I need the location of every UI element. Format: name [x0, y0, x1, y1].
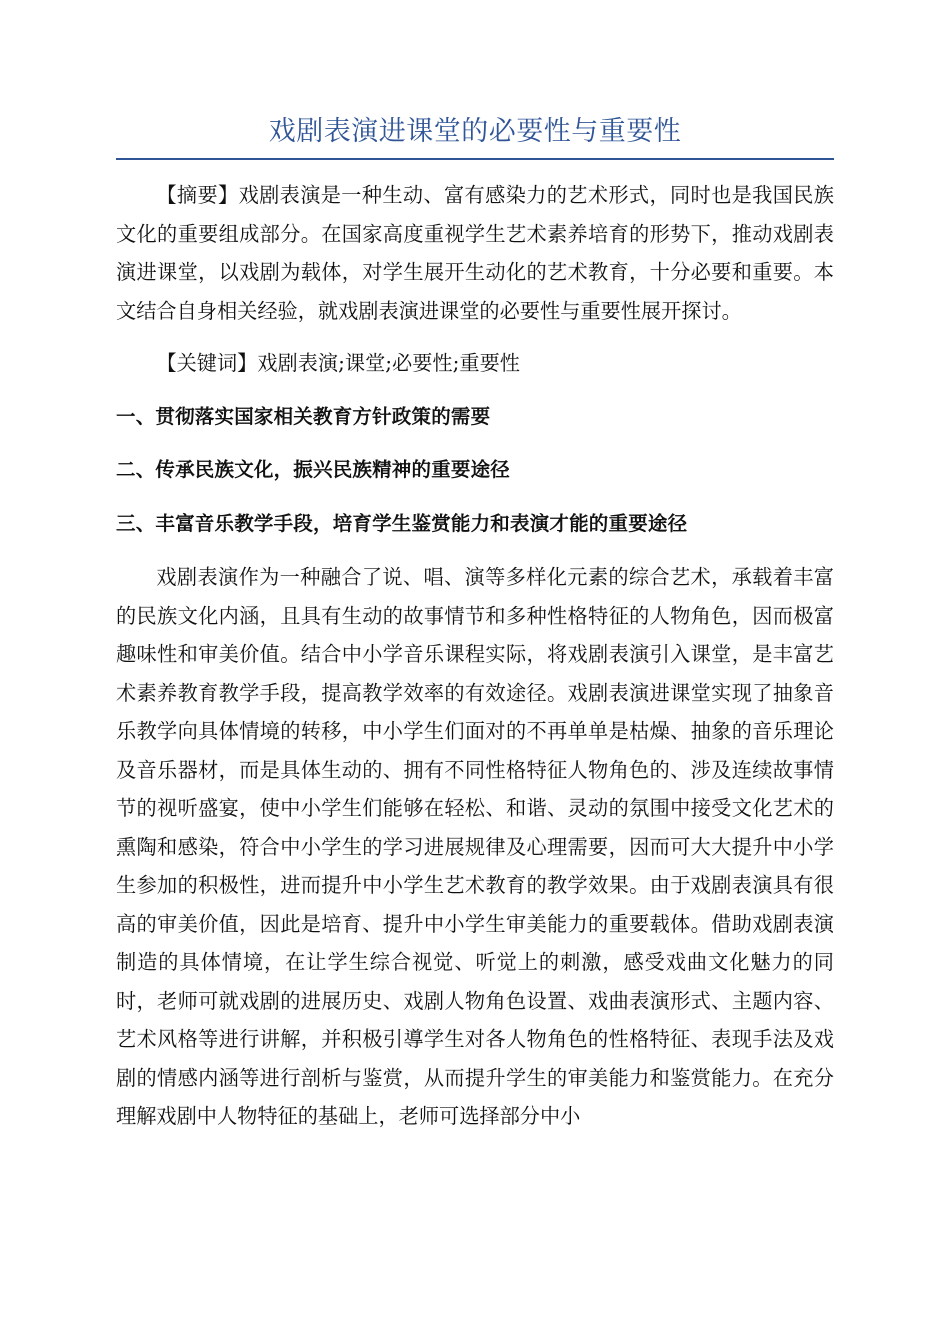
keywords-line: 【关键词】戏剧表演;课堂;必要性;重要性 [156, 351, 520, 375]
body-paragraph: 戏剧表演作为一种融合了说、唱、演等多样化元素的综合艺术，承载着丰富的民族文化内涵，且具有生动的故事情节和多种性格特征的人物角色，因而极富趣味性和审美价值。结合中小学音乐课程实际，将戏剧表演引入课堂，是丰富艺术素养教育教学手段，提高教学效率的有效途径。戏剧表演进课堂实现了抽象音乐教学向具体情境的转移，中小学生们面对的不再单单是枯燥、抽象的音乐理论及音乐器材，而是具体生动的、拥有不同性格特征人物角色的、涉及连续故事情节的视听盛宴，使中小学生们能够在轻松、和谐、灵动的氛围中接受文化艺术的熏陶和感染，符合中小学生的学习进展规律及心理需要，因而可大大提升中小学生参加的积极性，进而提升中小学生艺术教育的教学效果。由于戏剧表演具有很高的审美价值，因此是培育、提升中小学生审美能力的重要载体。借助戏剧表演制造的具体情境，在让学生综合视觉、听觉上的刺激，感受戏曲文化魅力的同时，老师可就戏剧的进展历史、戏剧人物角色设置、戏曲表演形式、主题内容、艺术风格等进行讲解，并积极引導学生对各人物角色的性格特征、表现手法及戏剧的情感内涵等进行剖析与鉴赏，从而提升学生的审美能力和鉴赏能力。在充分理解戏剧中人物特征的基础上，老师可选择部分中小 [116, 565, 834, 1128]
section-heading-2: 二、传承民族文化，振兴民族精神的重要途径 [116, 458, 511, 481]
document-title: 戏剧表演进课堂的必要性与重要性 [268, 116, 682, 147]
section-heading-3: 三、丰富音乐教学手段，培育学生鉴赏能力和表演才能的重要途径 [116, 511, 688, 535]
title-block [116, 112, 834, 160]
section-heading-1: 一、贯彻落实国家相关教育方针政策的需要 [116, 404, 491, 428]
abstract-paragraph: 【摘要】戏剧表演是一种生动、富有感染力的艺术形式，同时也是我国民族文化的重要组成部分。在国家高度重视学生艺术素养培育的形势下，推动戏剧表演进课堂，以戏剧为载体，对学生展开生动化的艺术教育，十分必要和重要。本文结合自身相关经验，就戏剧表演进课堂的必要性与重要性展开探讨。 [116, 183, 834, 323]
document-body [116, 176, 834, 1136]
